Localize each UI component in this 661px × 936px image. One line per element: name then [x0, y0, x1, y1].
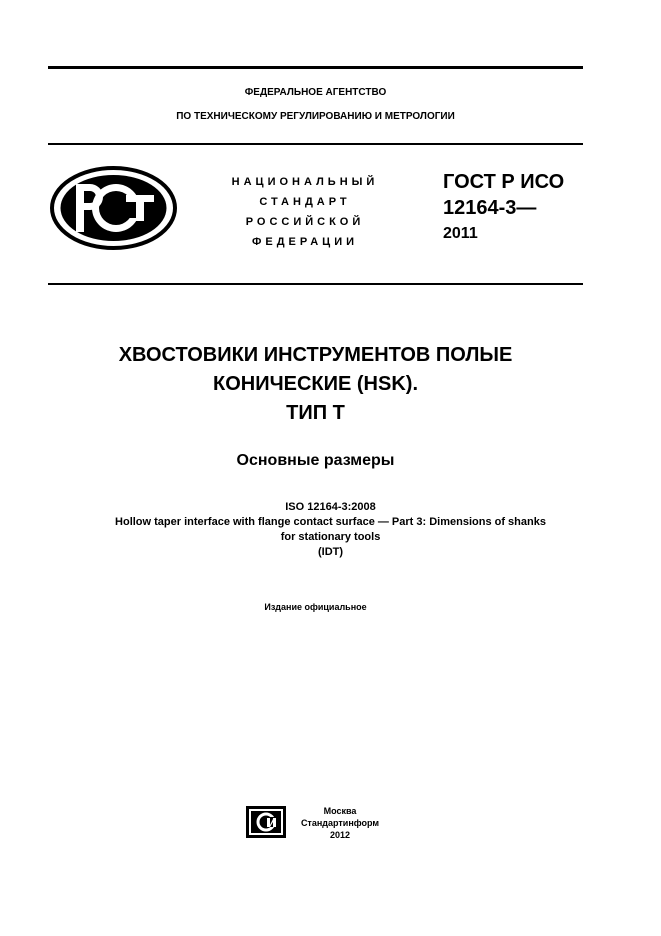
iso-title-line-2: for stationary tools	[280, 531, 381, 543]
standard-type-line-4: ФЕДЕРАЦИИ	[251, 236, 359, 248]
top-rule	[48, 66, 583, 69]
standard-type-line-2: СТАНДАРТ	[259, 196, 351, 208]
agency-rule	[48, 143, 583, 145]
iso-title-line-1: Hollow taper interface with flange contact surface — Part 3: Dimensions of shanks	[115, 516, 546, 528]
standard-year: 2011	[443, 225, 478, 242]
standard-designation-line-1: ГОСТ Р ИСО	[443, 171, 565, 193]
rst-logo-icon	[50, 166, 177, 250]
iso-number: ISO 12164-3:2008	[285, 501, 376, 513]
document-title-line-3: ТИП Т	[286, 402, 345, 424]
header-rule	[48, 283, 583, 285]
publisher-name: Стандартинформ	[300, 818, 380, 828]
standard-type-line-3: РОССИЙСКОЙ	[245, 216, 365, 228]
edition-label: Издание официальное	[264, 602, 367, 612]
standard-designation-line-2: 12164-3—	[443, 197, 537, 219]
publisher-city: Москва	[323, 806, 357, 816]
document-subtitle: Основные размеры	[236, 452, 395, 469]
agency-line-1: ФЕДЕРАЛЬНОЕ АГЕНТСТВО	[244, 87, 387, 98]
publisher-year: 2012	[329, 830, 351, 840]
document-title-line-2: КОНИЧЕСКИЕ (HSK).	[213, 373, 418, 395]
standard-type-line-1: НАЦИОНАЛЬНЫЙ	[231, 176, 379, 188]
standartinform-logo-icon	[246, 806, 286, 838]
iso-degree: (IDT)	[317, 546, 344, 558]
document-title-line-1: ХВОСТОВИКИ ИНСТРУМЕНТОВ ПОЛЫЕ	[118, 344, 513, 366]
agency-line-2: ПО ТЕХНИЧЕСКОМУ РЕГУЛИРОВАНИЮ И МЕТРОЛОГИИ	[176, 111, 455, 122]
